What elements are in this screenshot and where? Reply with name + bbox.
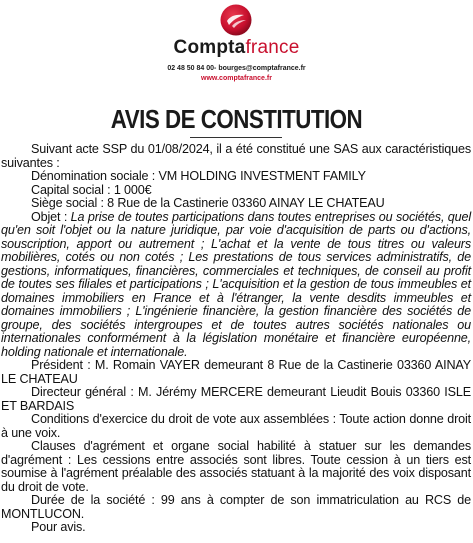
paragraph-siege: Siège social : 8 Rue de la Castinerie 03360 AINAY LE CHATEAU [31, 196, 385, 210]
paragraph-clauses: Clauses d'agrément et organe social habilité à statuer sur les demandes d'agrément : Les cessions entre associés sont libres. Toute cession à un tiers est soumise à l'agrément préalable des associés statuant à la majorité des voix disposant du droit de vote. [1, 439, 471, 494]
notice-title: AVIS DE CONSTITUTION [110, 104, 363, 134]
title-divider [190, 137, 282, 138]
paragraph-duree: Durée de la société : 99 ans à compter de son immatriculation au RCS de MONTLUCON. [1, 493, 471, 521]
paragraph-intro: Suivant acte SSP du 01/08/2024, il a été constitué une SAS aux caractéristiques suivantes : [1, 142, 471, 170]
paragraph-directeur: Directeur général : M. Jérémy MERCERE demeurant Lieudit Bouis 03360 ISLE ET BARDAIS [1, 385, 471, 413]
paragraph-conditions: Conditions d'exercice du droit de vote aux assemblées : Toute action donne droit à une voix. [1, 412, 471, 440]
objet-text: La prise de toutes participations dans toutes entreprises ou sociétés, quel qu'en soit l'objet ou la nature juridique, par voie d'acquisition de parts ou d'actions, souscription, apport ou autrement ; L'achat et la vente de tous titres ou valeurs mobilières, cotés ou non cotés ; Les prestations de tous services administratifs, de gestions, informatiques, financières, commerciales et techniques, de conseil au profit de toutes ses filiales et participations ; L'acquisition et la gestion de tous immeubles et domaines immobiliers en France et à l'étranger, la vente desdits immeubles et domaines immobiliers ; L'ingénierie financière, la gestion financière des sociétés de groupe, des sociétés intergroupes et de toutes autres sociétés nationales ou internationales conformément à la législation monétaire et financière européenne, holding nationale et internationale. [1, 209, 471, 359]
paragraph-denomination: Dénomination sociale : VM HOLDING INVESTMENT FAMILY [31, 169, 366, 183]
paragraph-pour-avis: Pour avis. [31, 520, 86, 534]
brand-part-2: france [245, 37, 300, 58]
paragraph-president: Président : M. Romain VAYER demeurant 8 Rue de la Castinerie 03360 AINAY LE CHATEAU [1, 358, 471, 386]
paragraph-capital: Capital social : 1 000€ [31, 182, 152, 197]
notice-body [1, 143, 471, 535]
website-link[interactable]: www.comptafrance.fr [201, 75, 272, 82]
objet-label: Objet : [31, 209, 71, 224]
brand-name [0, 37, 473, 59]
publisher-header [0, 0, 473, 95]
paragraph-objet [1, 211, 471, 360]
contact-line: 02 48 50 84 00- bourges@comptafrance.fr [167, 65, 306, 72]
comptafrance-logo-icon [220, 4, 252, 36]
brand-part-1: Compta [173, 37, 246, 58]
